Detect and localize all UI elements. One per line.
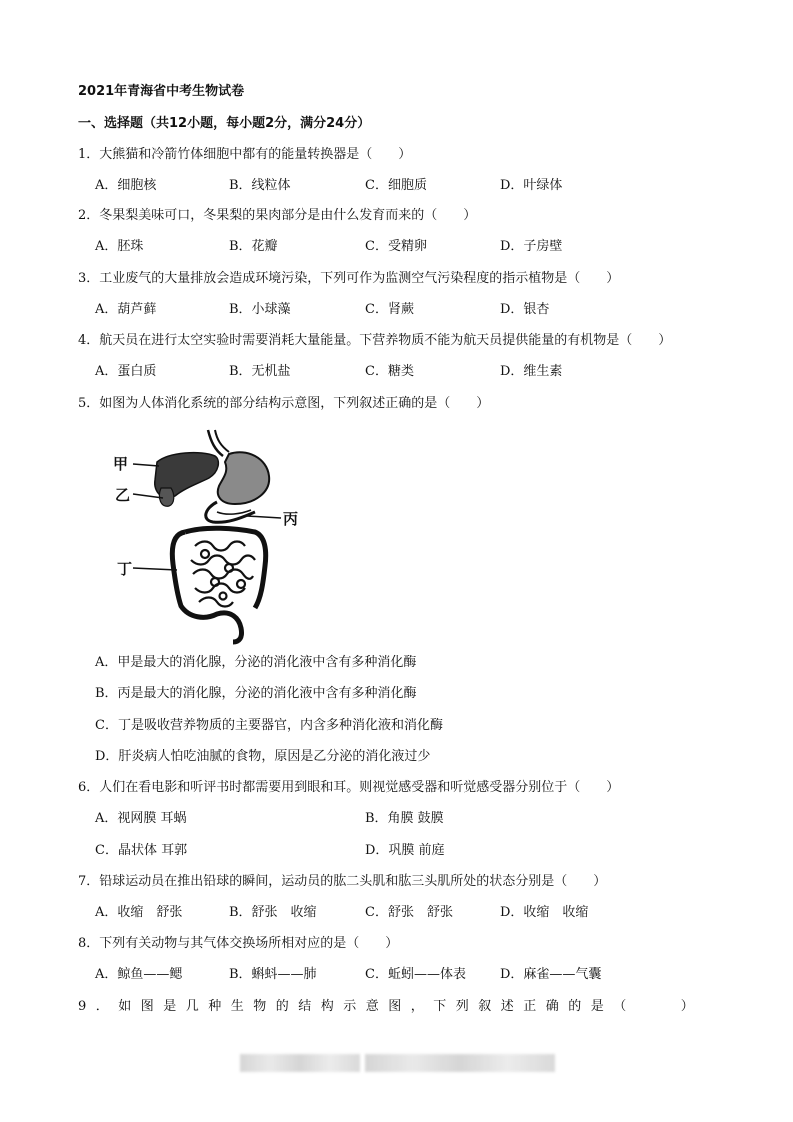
q4-option-c: C．糖类 xyxy=(365,364,414,379)
q3-option-c: C．肾蕨 xyxy=(365,302,414,317)
q3-option-d: D．银杏 xyxy=(500,302,550,317)
q4-option-a: A．蛋白质 xyxy=(95,364,157,379)
blurred-footer-right xyxy=(365,1054,555,1072)
q4-option-b: B．无机盐 xyxy=(229,364,291,379)
q6-option-a: A．视网膜 耳蜗 xyxy=(95,811,187,826)
blurred-footer-left xyxy=(240,1054,360,1072)
q6-option-c: C．晶状体 耳郭 xyxy=(95,843,188,858)
q5-option-d: D．肝炎病人怕吃油腻的食物，原因是乙分泌的消化液过少 xyxy=(95,749,431,764)
q2-option-b: B．花瓣 xyxy=(229,239,278,254)
q1-option-d: D．叶绿体 xyxy=(500,178,563,193)
question-3-stem: 3．工业废气的大量排放会造成环境污染，下列可作为监测空气污染程度的指示植物是（ ） xyxy=(78,271,620,286)
q3-option-a: A．葫芦藓 xyxy=(95,302,157,317)
question-5-stem: 5．如图为人体消化系统的部分结构示意图，下列叙述正确的是（ ） xyxy=(78,396,490,411)
q2-option-a: A．胚珠 xyxy=(95,239,144,254)
q1-option-b: B．线粒体 xyxy=(229,178,291,193)
q1-option-a: A．细胞核 xyxy=(95,178,157,193)
q7-option-a: A．收缩 舒张 xyxy=(95,905,183,920)
q7-option-c: C．舒张 舒张 xyxy=(365,905,453,920)
q2-option-d: D．子房壁 xyxy=(500,239,563,254)
q4-option-d: D．维生素 xyxy=(500,364,563,379)
q7-option-d: D．收缩 收缩 xyxy=(500,905,589,920)
stomach-shape xyxy=(218,452,269,504)
q7-option-b: B．舒张 收缩 xyxy=(229,905,317,920)
q6-option-b: B．角膜 鼓膜 xyxy=(365,811,444,826)
label-jia: 甲 xyxy=(113,455,129,473)
label-ding: 丁 xyxy=(117,560,133,578)
q5-option-b: B．丙是最大的消化腺，分泌的消化液中含有多种消化酶 xyxy=(95,686,417,701)
section-heading: 一、选择题（共12小题，每小题2分，满分24分） xyxy=(78,116,371,131)
q1-option-c: C．细胞质 xyxy=(365,178,427,193)
q5-option-c: C．丁是吸收营养物质的主要器官，内含多种消化液和消化酶 xyxy=(95,718,443,733)
q5-option-a: A．甲是最大的消化腺，分泌的消化液中含有多种消化酶 xyxy=(95,655,417,670)
label-bing: 丙 xyxy=(283,510,299,528)
q8-option-a: A．鲸鱼——鳃 xyxy=(95,967,183,982)
q8-option-d: D．麻雀——气囊 xyxy=(500,967,602,982)
question-4-stem: 4．航天员在进行太空实验时需要消耗大量能量。下营养物质不能为航天员提供能量的有机物是（ ） xyxy=(78,333,672,348)
label-yi: 乙 xyxy=(115,486,131,504)
small-intestine-coils xyxy=(191,542,255,607)
digestive-system-diagram xyxy=(105,428,315,646)
question-9-stem: 9．如图是几种生物的结构示意图，下列叙述正确的是（ ） xyxy=(78,999,704,1014)
question-6-stem: 6．人们在看电影和听评书时都需要用到眼和耳。则视觉感受器和听觉感受器分别位于（ ） xyxy=(78,780,620,795)
q6-option-d: D．巩膜 前庭 xyxy=(365,843,445,858)
question-2-stem: 2．冬果梨美味可口，冬果梨的果肉部分是由什么发育而来的（ ） xyxy=(78,208,477,223)
q3-option-b: B．小球藻 xyxy=(229,302,291,317)
question-7-stem: 7．铅球运动员在推出铅球的瞬间，运动员的肱二头肌和肱三头肌所处的状态分别是（ ） xyxy=(78,874,607,889)
q2-option-c: C．受精卵 xyxy=(365,239,427,254)
q8-option-c: C．蚯蚓——体表 xyxy=(365,967,466,982)
q8-option-b: B．蝌蚪——肺 xyxy=(229,967,317,982)
question-1-stem: 1．大熊猫和冷箭竹体细胞中都有的能量转换器是（ ） xyxy=(78,147,412,162)
page-title: 2021年青海省中考生物试卷 xyxy=(78,84,245,99)
question-8-stem: 8．下列有关动物与其气体交换场所相对应的是（ ） xyxy=(78,936,399,951)
